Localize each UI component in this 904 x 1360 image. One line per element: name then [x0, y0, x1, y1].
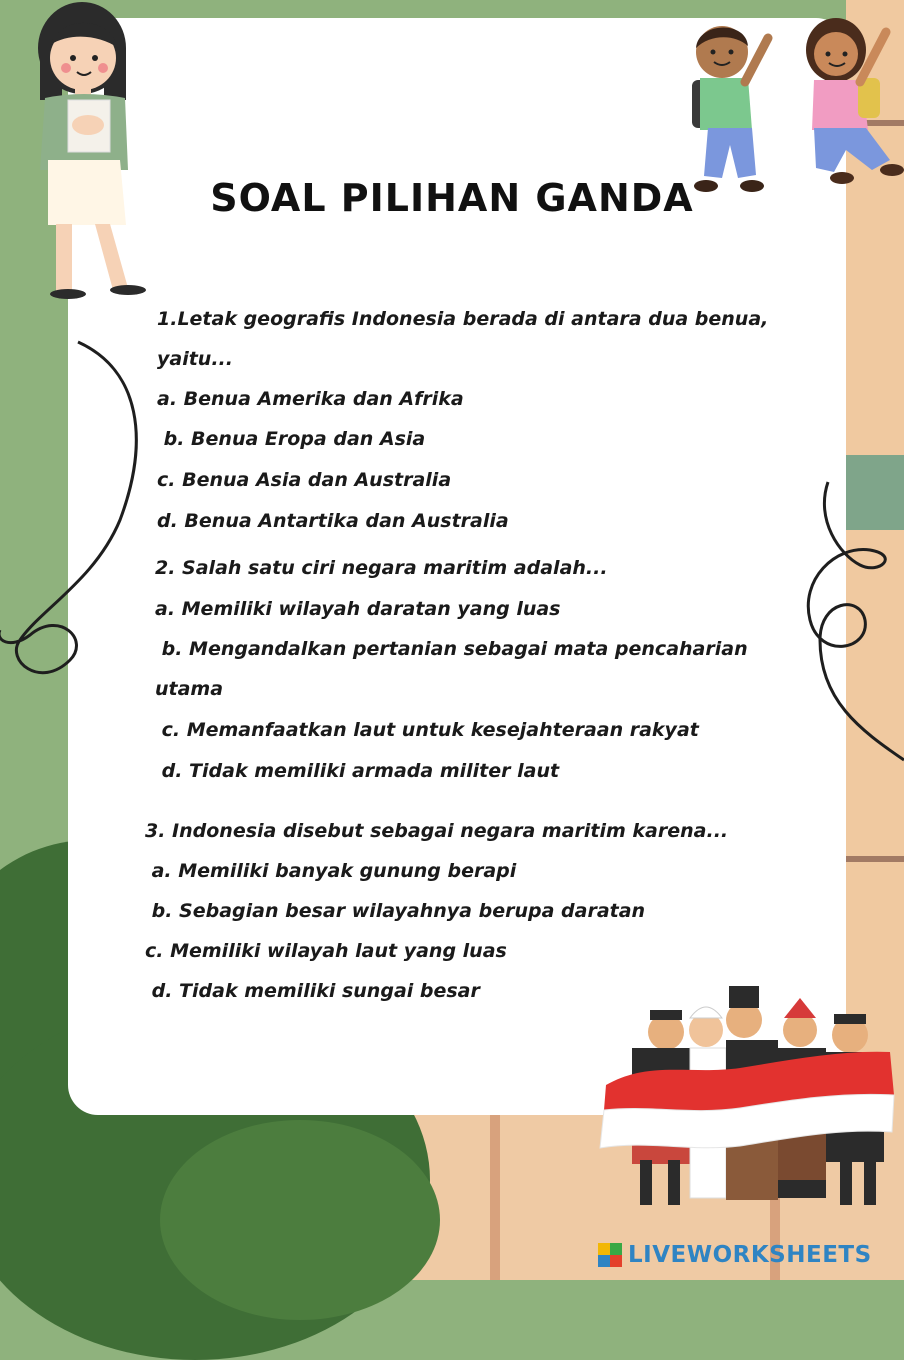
page-title: SOAL PILIHAN GANDA — [210, 176, 694, 220]
question-2-option-c[interactable]: c. Memanfaatkan laut untuk kesejahteraan rakyat — [155, 719, 699, 741]
background-wall-right — [846, 0, 904, 1280]
question-3-option-d[interactable]: d. Tidak memiliki sungai besar — [145, 980, 480, 1002]
question-3-option-b[interactable]: b. Sebagian besar wilayahnya berupa daratan — [145, 900, 646, 922]
question-1-prompt: yaitu... — [157, 348, 233, 370]
liveworksheets-logo-icon — [598, 1243, 622, 1267]
question-2-option-b[interactable]: utama — [155, 678, 224, 700]
question-3-option-a[interactable]: a. Memiliki banyak gunung berapi — [145, 860, 517, 882]
question-3-prompt: 3. Indonesia disebut sebagai negara maritim karena... — [145, 820, 729, 842]
question-1-option-d[interactable]: d. Benua Antartika dan Australia — [157, 510, 509, 532]
liveworksheets-logo[interactable] — [598, 1240, 872, 1270]
liveworksheets-logo-text: LIVEWORKSHEETS — [628, 1242, 872, 1268]
question-1-option-a[interactable]: a. Benua Amerika dan Afrika — [157, 388, 464, 410]
question-3-option-c[interactable]: c. Memiliki wilayah laut yang luas — [145, 940, 507, 962]
question-2-prompt: 2. Salah satu ciri negara maritim adalah... — [155, 557, 608, 579]
question-1-option-c[interactable]: c. Benua Asia dan Australia — [157, 469, 452, 491]
question-2-option-d[interactable]: d. Tidak memiliki armada militer laut — [155, 760, 560, 782]
question-2-option-a[interactable]: a. Memiliki wilayah daratan yang luas — [155, 598, 561, 620]
question-1-option-b[interactable]: b. Benua Eropa dan Asia — [157, 428, 426, 450]
tree-foliage — [160, 1120, 440, 1320]
question-2-option-b[interactable]: b. Mengandalkan pertanian sebagai mata pencaharian — [155, 638, 748, 660]
question-1-prompt: 1.Letak geografis Indonesia berada di antara dua benua, — [157, 308, 769, 330]
